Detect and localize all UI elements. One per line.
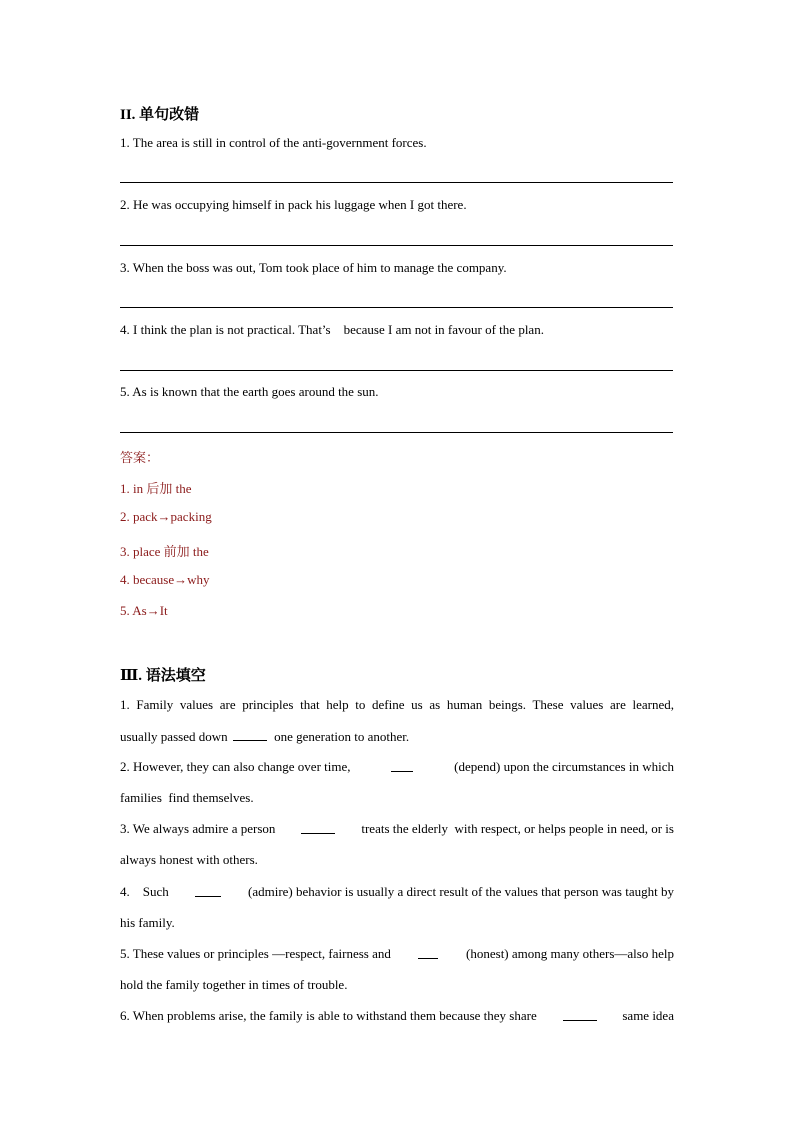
cloze-q4-line-1 bbox=[120, 884, 674, 900]
cloze-q1-text-b: one generation to another. bbox=[274, 729, 410, 744]
answer-line-3 bbox=[120, 307, 673, 308]
answer-line-5 bbox=[120, 432, 673, 433]
section-3-heading: Ⅲ. 语法填空 bbox=[120, 668, 206, 684]
correction-item-2: 2. He was occupying himself in pack his luggage when I got there. bbox=[120, 197, 467, 212]
cloze-q2-line-2: families find themselves. bbox=[120, 790, 254, 805]
answer-5: 5. As→It bbox=[120, 603, 168, 618]
correction-item-1: 1. The area is still in control of the anti-government forces. bbox=[120, 135, 427, 150]
correction-item-3: 3. When the boss was out, Tom took place of him to manage the company. bbox=[120, 260, 507, 275]
cloze-q4-text-b: (admire) behavior is usually a direct result of the values that person was taught by bbox=[248, 884, 674, 899]
cloze-q3-line-2: always honest with others. bbox=[120, 852, 258, 867]
cloze-q5-text-b: (honest) among many others—also help bbox=[466, 946, 674, 961]
cloze-q1-text-a: usually passed down bbox=[120, 729, 228, 744]
answer-line-2 bbox=[120, 245, 673, 246]
answer-line-1 bbox=[120, 182, 673, 183]
cloze-blank-1[interactable] bbox=[233, 728, 267, 741]
answer-4: 4. because→why bbox=[120, 572, 210, 587]
answer-2: 2. pack→packing bbox=[120, 509, 212, 524]
cloze-q3-text-a: 3. We always admire a person bbox=[120, 821, 276, 836]
correction-item-4: 4. I think the plan is not practical. That’s because I am not in favour of the plan. bbox=[120, 322, 544, 337]
answer-3: 3. place 前加 the bbox=[120, 544, 209, 559]
answers-label: 答案： bbox=[120, 450, 160, 465]
answer-line-4 bbox=[120, 370, 673, 371]
cloze-q2-text-b: (depend) upon the circumstances in which bbox=[454, 759, 674, 774]
cloze-q1-line-1: 1. Family values are principles that help to define us as human beings. These values are learned, bbox=[120, 697, 674, 712]
cloze-q4-text-a: 4. Such bbox=[120, 884, 169, 899]
cloze-q3-text-b: treats the elderly with respect, or helps people in need, or is bbox=[361, 821, 674, 836]
section-2-heading: II. 单句改错 bbox=[120, 107, 200, 123]
cloze-q2-text-a: 2. However, they can also change over time, bbox=[120, 759, 351, 774]
cloze-blank-5[interactable] bbox=[418, 946, 438, 959]
cloze-q6-text-a: 6. When problems arise, the family is able to withstand them because they share bbox=[120, 1008, 537, 1023]
cloze-blank-3[interactable] bbox=[301, 821, 335, 834]
cloze-q5-text-a: 5. These values or principles —respect, fairness and bbox=[120, 946, 391, 961]
cloze-q3-line-1 bbox=[120, 821, 674, 837]
correction-item-5: 5. As is known that the earth goes around the sun. bbox=[120, 384, 379, 399]
cloze-q5-line-1 bbox=[120, 946, 674, 962]
cloze-q1-line-2 bbox=[120, 728, 409, 745]
cloze-q6-line-1 bbox=[120, 1008, 674, 1024]
cloze-q6-text-b: same idea bbox=[622, 1008, 674, 1023]
cloze-q5-line-2: hold the family together in times of trouble. bbox=[120, 977, 348, 992]
cloze-blank-2[interactable] bbox=[391, 759, 413, 772]
cloze-q2-line-1 bbox=[120, 759, 674, 775]
cloze-blank-6[interactable] bbox=[563, 1008, 597, 1021]
cloze-blank-4[interactable] bbox=[195, 884, 221, 897]
cloze-q4-line-2: his family. bbox=[120, 915, 175, 930]
answer-1: 1. in 后加 the bbox=[120, 481, 192, 496]
